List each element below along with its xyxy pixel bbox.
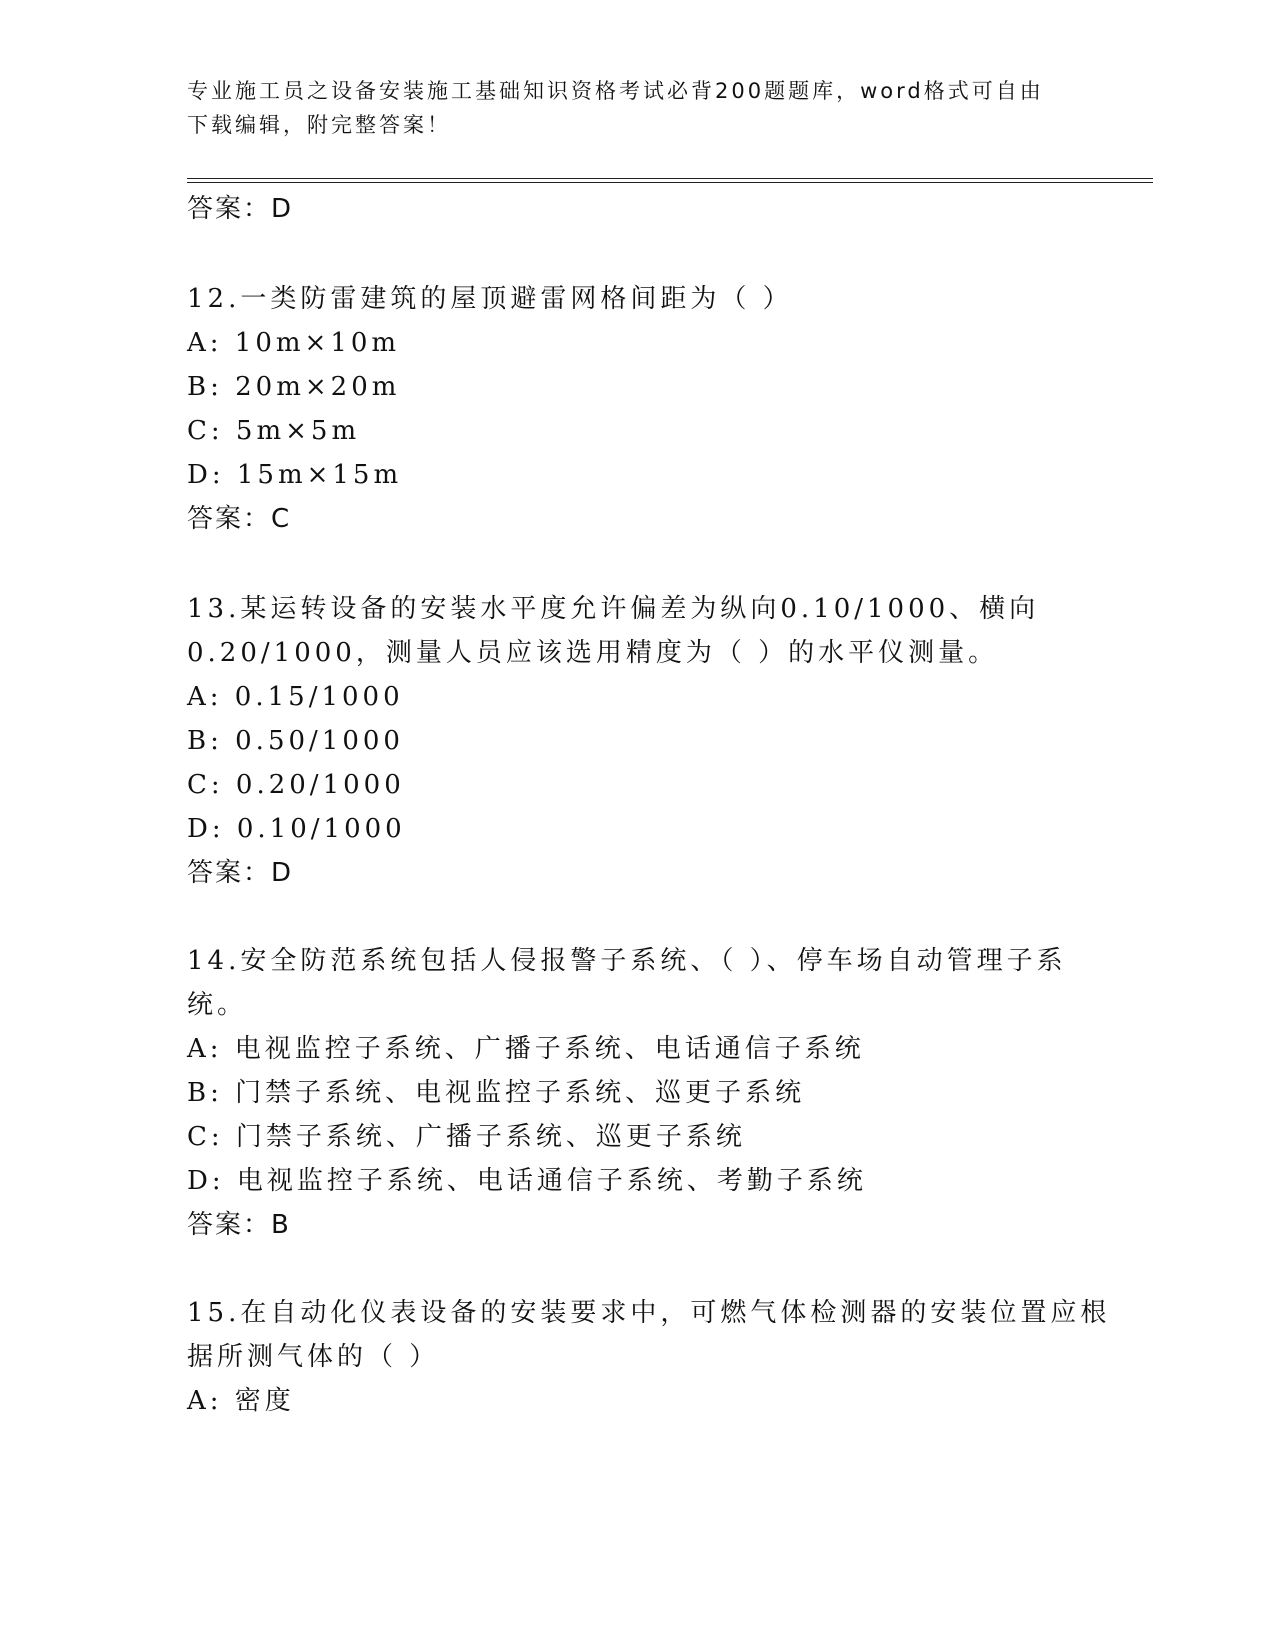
question-13-text-line-1: 13.某运转设备的安装水平度允许偏差为纵向0.10/1000、横向 <box>187 594 1040 624</box>
question-15-text-line-2: 据所测气体的（ ） <box>187 1342 440 1372</box>
question-15-option-a: A: 密度 <box>187 1386 295 1416</box>
question-12-option-d: D: 15m×15m <box>187 460 403 490</box>
question-13-option-c: C: 0.20/1000 <box>187 770 405 800</box>
header-divider-bottom <box>187 182 1153 183</box>
header-line-1: 专业施工员之设备安装施工基础知识资格考试必背200题题库，word格式可自由 <box>187 79 1044 103</box>
question-14-answer: 答案：B <box>187 1210 291 1240</box>
question-15-text-line-1: 15.在自动化仪表设备的安装要求中，可燃气体检测器的安装位置应根 <box>187 1298 1111 1328</box>
question-13-option-b: B: 0.50/1000 <box>187 726 404 756</box>
document-header <box>187 74 1067 142</box>
question-12-answer: 答案：C <box>187 504 292 534</box>
question-12-option-c: C: 5m×5m <box>187 416 361 446</box>
question-12-option-b: B: 20m×20m <box>187 372 401 402</box>
question-12-option-a: A: 10m×10m <box>187 328 401 358</box>
answer-prev: 答案：D <box>187 194 294 224</box>
question-13-option-a: A: 0.15/1000 <box>187 682 404 712</box>
question-14-option-d: D: 电视监控子系统、电话通信子系统、考勤子系统 <box>187 1166 867 1196</box>
question-14-text-line-2: 统。 <box>187 990 248 1020</box>
question-14-option-a: A: 电视监控子系统、广播子系统、电话通信子系统 <box>187 1034 865 1064</box>
question-14-option-c: C: 门禁子系统、广播子系统、巡更子系统 <box>187 1122 746 1152</box>
question-12-text: 12.一类防雷建筑的屋顶避雷网格间距为（ ） <box>187 284 793 314</box>
header-line-2: 下载编辑，附完整答案！ <box>187 113 451 137</box>
question-14-option-b: B: 门禁子系统、电视监控子系统、巡更子系统 <box>187 1078 806 1108</box>
header-divider-top <box>187 178 1153 179</box>
question-13-answer: 答案：D <box>187 858 294 888</box>
question-13-option-d: D: 0.10/1000 <box>187 814 406 844</box>
question-13-text-line-2: 0.20/1000，测量人员应该选用精度为（ ）的水平仪测量。 <box>187 638 999 668</box>
question-14-text-line-1: 14.安全防范系统包括人侵报警子系统、（ ）、停车场自动管理子系 <box>187 946 1067 976</box>
